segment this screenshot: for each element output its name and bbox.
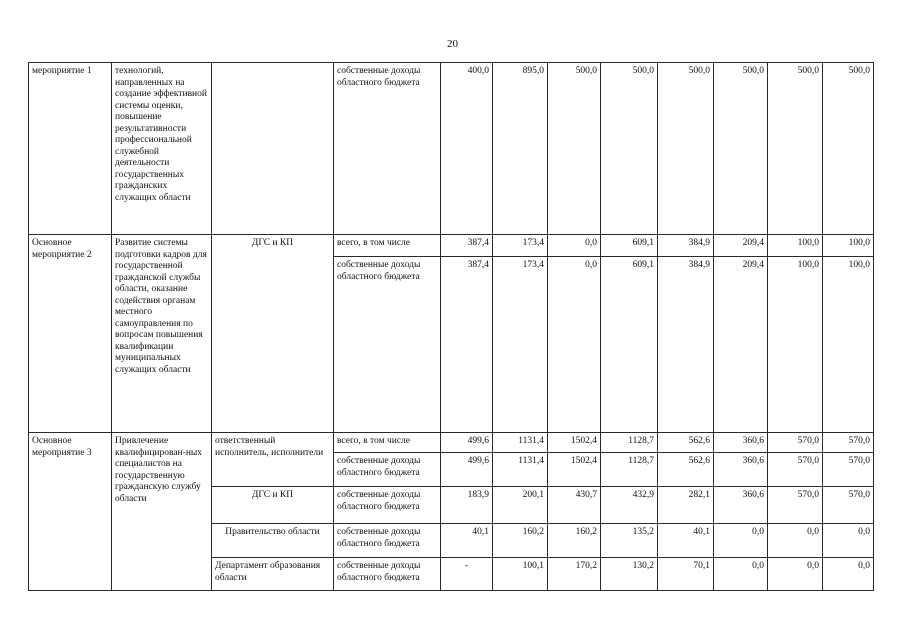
- event-cell: Основное мероприятие 3: [29, 433, 112, 591]
- value-cell: 100,0: [823, 235, 874, 257]
- description-cell: технологий, направленных на создание эффективной системы оценки, повышение результативности профессиональной служебной деятельности государственных гражданских служащих области: [112, 63, 212, 235]
- value-cell: 0,0: [714, 524, 768, 558]
- executor-cell: ответственный исполнитель, исполнители: [212, 433, 334, 487]
- value-cell: 0,0: [823, 558, 874, 591]
- funding-source-cell: собственные доходы областного бюджета: [334, 524, 441, 558]
- value-cell: 499,6: [441, 453, 493, 487]
- value-cell: 170,2: [548, 558, 601, 591]
- value-cell: 183,9: [441, 487, 493, 524]
- page-number: 20: [447, 38, 458, 50]
- executor-cell: Правительство области: [212, 524, 334, 558]
- value-cell: 570,0: [823, 433, 874, 453]
- table-row: [29, 63, 874, 235]
- value-cell: 282,1: [658, 487, 714, 524]
- value-cell: 500,0: [714, 63, 768, 235]
- value-cell: 0,0: [548, 235, 601, 257]
- event-cell: мероприятие 1: [29, 63, 112, 235]
- value-cell: 0,0: [768, 524, 823, 558]
- executor-cell: [212, 63, 334, 235]
- value-cell: 160,2: [493, 524, 548, 558]
- value-cell: 0,0: [823, 524, 874, 558]
- value-cell: 209,4: [714, 235, 768, 257]
- value-cell: 384,9: [658, 257, 714, 433]
- value-cell: 1131,4: [493, 433, 548, 453]
- value-cell: 200,1: [493, 487, 548, 524]
- program-funding-table: [28, 62, 874, 591]
- value-cell: 135,2: [601, 524, 658, 558]
- value-cell: 384,9: [658, 235, 714, 257]
- table-row: [29, 235, 874, 257]
- value-cell: 173,4: [493, 235, 548, 257]
- value-cell: 100,0: [823, 257, 874, 433]
- value-cell: 387,4: [441, 235, 493, 257]
- table-row: [29, 433, 874, 453]
- value-cell: 570,0: [768, 487, 823, 524]
- executor-cell: Департамент образования области: [212, 558, 334, 591]
- value-cell: 0,0: [714, 558, 768, 591]
- value-cell: 160,2: [548, 524, 601, 558]
- value-cell: 40,1: [441, 524, 493, 558]
- value-cell: 570,0: [768, 453, 823, 487]
- value-cell: 499,6: [441, 433, 493, 453]
- value-cell: 570,0: [823, 487, 874, 524]
- value-cell: 1128,7: [601, 433, 658, 453]
- executor-cell: ДГС и КП: [212, 235, 334, 433]
- value-cell: 0,0: [768, 558, 823, 591]
- value-cell: 500,0: [658, 63, 714, 235]
- table-body: [29, 63, 874, 591]
- funding-source-cell: собственные доходы областного бюджета: [334, 558, 441, 591]
- value-cell: 100,1: [493, 558, 548, 591]
- description-cell: Привлечение квалифицирован-ных специалистов на государственную гражданскую службу области: [112, 433, 212, 591]
- value-cell: 500,0: [823, 63, 874, 235]
- value-cell: 432,9: [601, 487, 658, 524]
- value-cell: 430,7: [548, 487, 601, 524]
- funding-source-cell: собственные доходы областного бюджета: [334, 63, 441, 235]
- funding-source-cell: собственные доходы областного бюджета: [334, 487, 441, 524]
- funding-source-cell: всего, в том числе: [334, 433, 441, 453]
- value-cell: 0,0: [548, 257, 601, 433]
- value-cell: 1131,4: [493, 453, 548, 487]
- value-cell: 500,0: [768, 63, 823, 235]
- value-cell: 40,1: [658, 524, 714, 558]
- value-cell: 400,0: [441, 63, 493, 235]
- value-cell: 100,0: [768, 235, 823, 257]
- value-cell: 570,0: [768, 433, 823, 453]
- value-cell: 562,6: [658, 433, 714, 453]
- funding-source-cell: всего, в том числе: [334, 235, 441, 257]
- value-cell: 1502,4: [548, 453, 601, 487]
- event-cell: Основное мероприятие 2: [29, 235, 112, 433]
- description-cell: Развитие системы подготовки кадров для государственной гражданской службы области, оказание содействия органам местного самоуправления по вопросам повышения квалификации муниципальных служащих области: [112, 235, 212, 433]
- value-cell: 100,0: [768, 257, 823, 433]
- value-cell: 895,0: [493, 63, 548, 235]
- value-cell: 500,0: [601, 63, 658, 235]
- value-cell: 1128,7: [601, 453, 658, 487]
- value-cell: 1502,4: [548, 433, 601, 453]
- value-cell: 209,4: [714, 257, 768, 433]
- funding-source-cell: собственные доходы областного бюджета: [334, 257, 441, 433]
- value-cell: 500,0: [548, 63, 601, 235]
- value-cell: 360,6: [714, 453, 768, 487]
- value-cell: 360,6: [714, 433, 768, 453]
- value-cell: 360,6: [714, 487, 768, 524]
- value-cell: 173,4: [493, 257, 548, 433]
- value-cell: -: [441, 558, 493, 591]
- funding-source-cell: собственные доходы областного бюджета: [334, 453, 441, 487]
- value-cell: 609,1: [601, 257, 658, 433]
- value-cell: 130,2: [601, 558, 658, 591]
- value-cell: 387,4: [441, 257, 493, 433]
- executor-cell: ДГС и КП: [212, 487, 334, 524]
- value-cell: 562,6: [658, 453, 714, 487]
- value-cell: 570,0: [823, 453, 874, 487]
- value-cell: 70,1: [658, 558, 714, 591]
- value-cell: 609,1: [601, 235, 658, 257]
